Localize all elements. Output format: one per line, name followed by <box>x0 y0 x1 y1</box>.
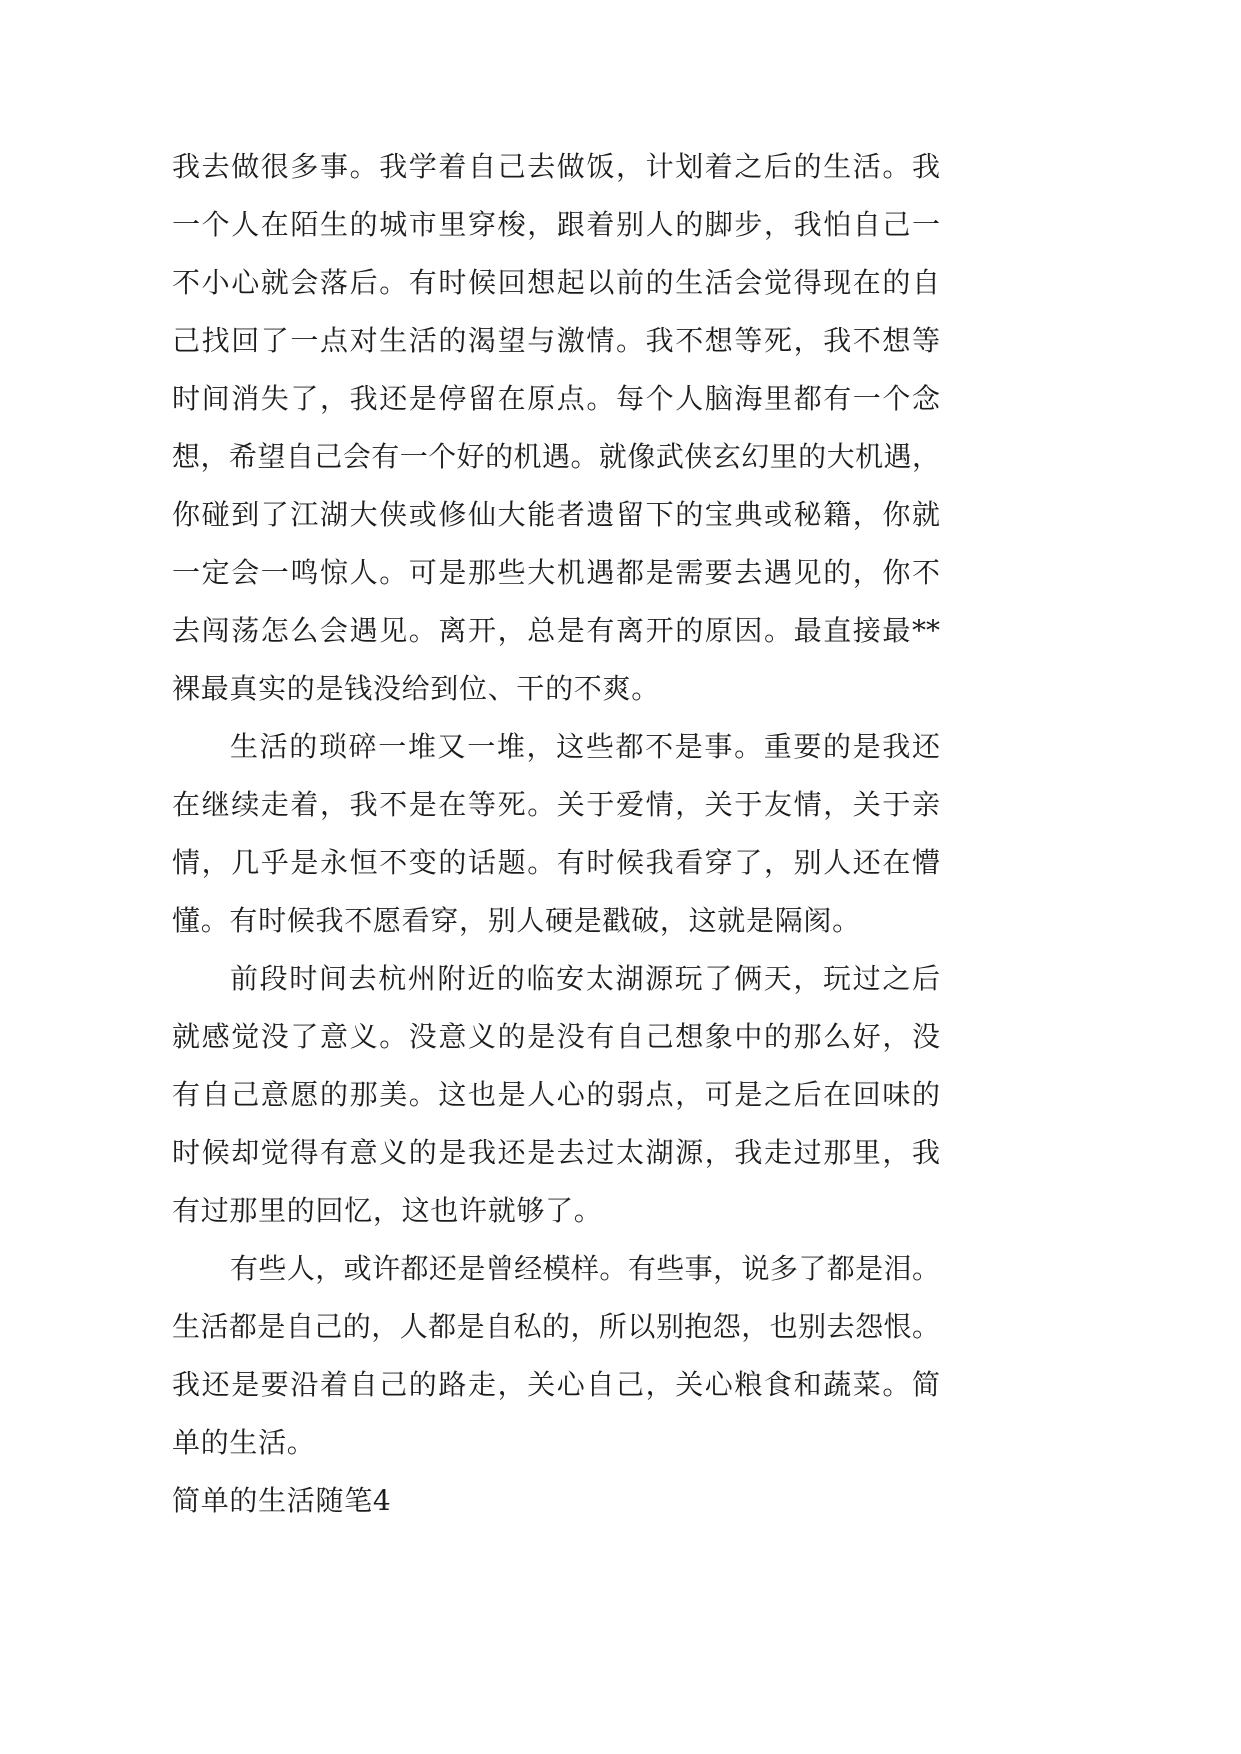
paragraph-line: 生活的琐碎一堆又一堆，这些都不是事。重要的是我还 <box>230 730 940 763</box>
paragraph-line: 你碰到了江湖大侠或修仙大能者遗留下的宝典或秘籍，你就 <box>172 498 940 531</box>
document-page <box>172 138 940 1530</box>
paragraph-line: 懂。有时候我不愿看穿，别人硬是戳破，这就是隔阂。 <box>172 904 861 937</box>
paragraph-line: 有过那里的回忆，这也许就够了。 <box>172 1194 603 1227</box>
paragraph-line: 一个人在陌生的城市里穿梭，跟着别人的脚步，我怕自己一 <box>172 208 940 241</box>
paragraph-line: 前段时间去杭州附近的临安太湖源玩了俩天，玩过之后 <box>230 962 940 995</box>
section-heading: 简单的生活随笔4 <box>172 1484 392 1517</box>
paragraph-4 <box>172 1240 940 1472</box>
paragraph-2 <box>172 718 940 950</box>
paragraph-line: 就感觉没了意义。没意义的是没有自己想象中的那么好，没 <box>172 1020 940 1053</box>
paragraph-line: 有些人，或许都还是曾经模样。有些事，说多了都是泪。 <box>230 1252 940 1285</box>
paragraph-line: 己找回了一点对生活的渴望与激情。我不想等死，我不想等 <box>172 324 940 357</box>
paragraph-line: 裸最真实的是钱没给到位、干的不爽。 <box>172 672 660 705</box>
paragraph-line: 不小心就会落后。有时候回想起以前的生活会觉得现在的自 <box>172 266 940 299</box>
paragraph-line: 想，希望自己会有一个好的机遇。就像武侠玄幻里的大机遇， <box>172 440 940 473</box>
paragraph-line: 有自己意愿的那美。这也是人心的弱点，可是之后在回味的 <box>172 1078 940 1111</box>
paragraph-line: 情，几乎是永恒不变的话题。有时候我看穿了，别人还在懵 <box>172 846 940 879</box>
paragraph-line: 生活都是自己的，人都是自私的，所以别抱怨，也别去怨恨。 <box>172 1310 940 1343</box>
paragraph-line: 我还是要沿着自己的路走，关心自己，关心粮食和蔬菜。简 <box>172 1368 940 1401</box>
paragraph-1 <box>172 138 940 718</box>
paragraph-line: 时候却觉得有意义的是我还是去过太湖源，我走过那里，我 <box>172 1136 940 1169</box>
paragraph-3 <box>172 950 940 1240</box>
paragraph-line: 时间消失了，我还是停留在原点。每个人脑海里都有一个念 <box>172 382 940 415</box>
paragraph-line: 一定会一鸣惊人。可是那些大机遇都是需要去遇见的，你不 <box>172 556 940 589</box>
paragraph-line: 去闯荡怎么会遇见。离开，总是有离开的原因。最直接最** <box>172 614 940 647</box>
paragraph-line: 在继续走着，我不是在等死。关于爱情，关于友情，关于亲 <box>172 788 940 821</box>
paragraph-line: 单的生活。 <box>172 1426 316 1459</box>
paragraph-line: 我去做很多事。我学着自己去做饭，计划着之后的生活。我 <box>172 150 940 183</box>
